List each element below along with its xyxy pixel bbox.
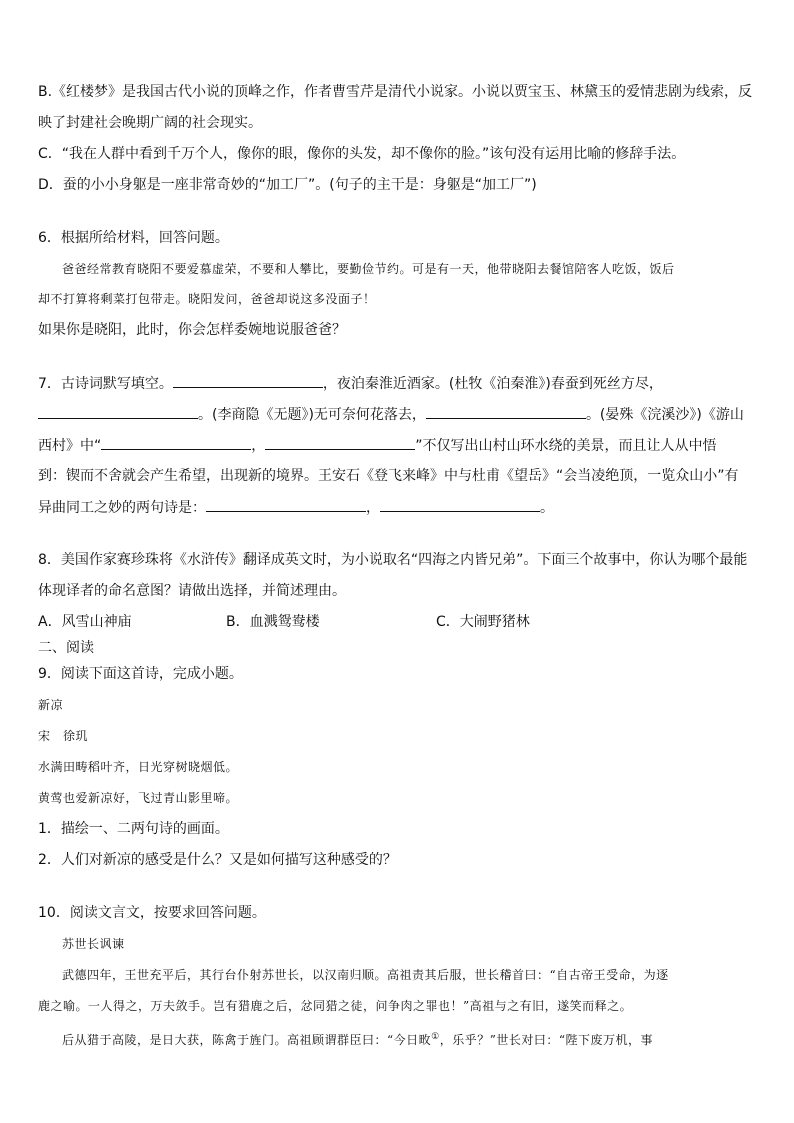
question-7-text: ”不仅写出山村山环水绕的美景，而且让人从中悟 [415,438,717,454]
question-7-line-1 [38,373,663,394]
question-7-text: ， [366,500,380,516]
question-8-line-2: 体现译者的命名意图？请做出选择，并简述理由。 [38,583,346,599]
classical-para-2-line-1 [62,1027,653,1050]
option-a: A．风雪山神庙 [38,614,132,630]
classical-para-1-line-2: 鹿之喻。一人得之，万夫敛手。岂有猎鹿之后，忿同猎之徒，问争肉之罪也！”高祖与之有旧，遂笑而释之。 [38,999,633,1013]
question-7-line-2 [38,404,744,425]
answer-blank[interactable] [265,435,415,450]
option-c: C．“我在人群中看到千万个人，像你的眼，像你的头发，却不像你的脸。”该句没有运用比喻的修辞手法。 [38,146,686,162]
classical-text: 后从猎于高陵，是日大获，陈禽于旌门。高祖顾谓群臣曰：“今日畋 [62,1033,432,1047]
answer-blank[interactable] [101,435,251,450]
question-9-sub-1: 1．描绘一、二两句诗的画面。 [38,821,229,837]
question-7-line-3 [38,435,717,456]
question-7-text: 西村》中“ [38,438,102,454]
answer-blank[interactable] [206,497,366,512]
question-7-text: ，夜泊秦淮近酒家。(杜牧《泊秦淮》)春蚕到死丝方尽， [322,376,663,392]
classical-text-title: 苏世长讽谏 [62,937,125,951]
question-6-stem: 6．根据所给材料，回答问题。 [38,230,229,246]
option-d: D．蚕的小小身躯是一座非常奇妙的“加工厂”。(句子的主干是：身躯是“加工厂”) [38,177,537,193]
question-7-stem: 7．古诗词默写填空。 [38,376,173,392]
question-8-options [38,612,530,632]
question-7-line-4: 到：锲而不舍就会产生希望，出现新的境界。王安石《登飞来峰》中与杜甫《望岳》“会当凌绝顶，一览众山小”有 [38,468,739,484]
answer-blank[interactable] [380,497,540,512]
poem-line-1: 水满田畴稻叶齐，日光穿树晓烟低。 [38,760,239,774]
question-6-material-line-2: 却不打算将剩菜打包带走。晓阳发问，爸爸却说这多没面子！ [38,292,376,306]
option-b: B．血溅鸳鸯楼 [226,614,320,630]
question-7-text: 。(晏殊《浣溪沙》)《游山 [585,407,744,423]
question-9-stem: 9．阅读下面这首诗，完成小题。 [38,666,243,682]
section-heading: 二、阅读 [38,640,94,656]
poem-title: 新凉 [38,698,64,712]
question-10-stem: 10．阅读文言文，按要求回答问题。 [38,905,266,921]
question-8-line-1: 8．美国作家赛珍珠将《水浒传》翻译成英文时，为小说取名“四海之内皆兄弟”。下面三个故事中，你认为哪个最能 [38,552,748,568]
question-7-text: 。(李商隐《无题》)无可奈何花落去， [198,407,426,423]
question-9-sub-2: 2．人们对新凉的感受是什么？又是如何描写这种感受的？ [38,852,397,868]
question-7-text: ， [251,438,266,454]
poem-author: 宋 徐玑 [38,729,89,743]
question-7-text: 异曲同工之妙的两句诗是： [38,500,206,516]
question-7-line-5 [38,497,554,518]
classical-text: ，乐乎？”世长对曰：“陛下废万机，事 [439,1033,653,1047]
poem-line-2: 黄莺也爱新凉好，飞过青山影里啼。 [38,791,239,805]
option-b-line-1: B.《红楼梦》是我国古代小说的顶峰之作，作者曹雪芹是清代小说家。小说以贾宝玉、林黛玉的爱情悲剧为线索，反 [38,84,753,100]
answer-blank[interactable] [426,404,586,419]
option-b-line-2: 映了封建社会晚期广阔的社会现实。 [38,115,262,131]
question-7-text: 。 [540,500,554,516]
option-c: C．大闹野猪林 [436,614,530,630]
footnote-marker: ① [431,1032,440,1042]
question-6-question: 如果你是晓阳，此时，你会怎样委婉地说服爸爸？ [38,322,346,338]
answer-blank[interactable] [38,404,198,419]
answer-blank[interactable] [173,373,323,388]
classical-para-1-line-1: 武德四年，王世充平后，其行台仆射苏世长，以汉南归顺。高祖责其后服，世长稽首曰：“自古帝王受命，为逐 [62,968,669,982]
question-6-material-line-1: 爸爸经常教育晓阳不要爱慕虚荣，不要和人攀比，要勤俭节约。可是有一天，他带晓阳去餐馆陪客人吃饭，饭后 [62,262,675,276]
